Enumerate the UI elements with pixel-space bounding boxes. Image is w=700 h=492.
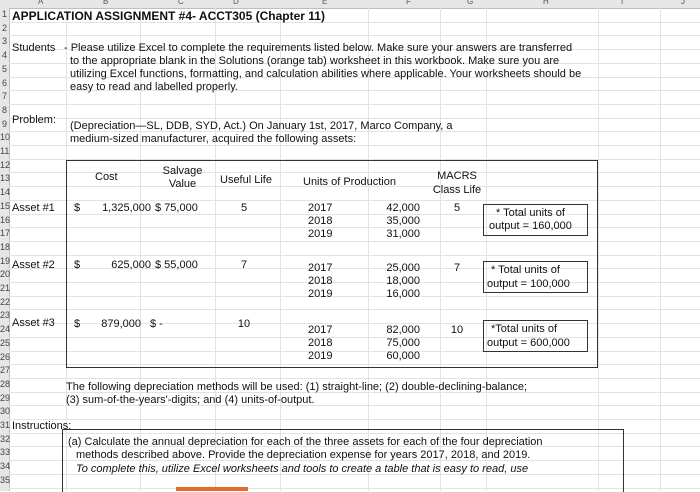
students-line-1: - Please utilize Excel to complete the requirements listed below. Make sure your answers are transferred xyxy=(64,42,573,54)
asset-units-2: 35,000 xyxy=(386,215,420,227)
asset-units-3: 16,000 xyxy=(386,288,420,300)
row-number[interactable]: 31 xyxy=(0,420,11,430)
row-number[interactable]: 27 xyxy=(0,365,11,376)
row-number[interactable]: 25 xyxy=(0,337,11,348)
asset-year-1: 2017 xyxy=(308,202,333,214)
students-line-3: utilizing Excel functions, formatting, and calculation abilities where applicable. Your worksheets should be xyxy=(70,68,582,80)
row-number[interactable]: 32 xyxy=(0,433,11,444)
asset-units-3: 31,000 xyxy=(386,228,420,240)
asset-year-1: 2017 xyxy=(308,324,333,336)
grid-row-line xyxy=(9,378,700,379)
row-number[interactable]: 23 xyxy=(0,310,11,321)
row-number[interactable]: 19 xyxy=(0,255,11,266)
students-line-4: easy to read and labelled properly. xyxy=(70,81,238,93)
row-number[interactable]: 8 xyxy=(1,104,7,115)
asset-macrs: 5 xyxy=(453,202,461,214)
instructions-line-3: To complete this, utilize Excel worksheets and tools to create a table that is easy to read, use xyxy=(76,463,529,475)
asset-note-line-2: output = 160,000 xyxy=(489,220,572,232)
assignment-title: APPLICATION ASSIGNMENT #4- ACCT305 (Chapter 11) xyxy=(12,9,325,23)
row-number[interactable]: 35 xyxy=(0,474,11,485)
row-number[interactable]: 7 xyxy=(1,91,7,102)
row-number[interactable]: 33 xyxy=(0,447,11,458)
students-line-2: to the appropriate blank in the Solutions (orange tab) worksheet in this workbook. Make sure you are xyxy=(70,55,560,67)
col-header-b[interactable]: B xyxy=(103,0,109,6)
grid-row-line xyxy=(9,35,700,36)
asset-label: Asset #1 xyxy=(12,202,55,214)
problem-label: Problem: xyxy=(12,114,57,126)
header-macrs-1: MACRS xyxy=(437,170,477,182)
col-header-a[interactable]: A xyxy=(38,0,44,6)
asset-year-1: 2017 xyxy=(308,262,333,274)
methods-line-1: The following depreciation methods will be used: (1) straight-line; (2) double-declining-balance; xyxy=(66,381,528,393)
cost-dollar: $ xyxy=(74,202,81,214)
column-header-bar xyxy=(0,0,700,9)
row-number[interactable]: 34 xyxy=(0,461,11,472)
asset-units-1: 25,000 xyxy=(386,262,420,274)
row-number[interactable]: 22 xyxy=(0,296,11,307)
header-salvage-2: Value xyxy=(168,178,197,190)
asset-macrs: 7 xyxy=(453,262,461,274)
asset-year-2: 2018 xyxy=(308,215,333,227)
methods-line-2: (3) sum-of-the-years'-digits; and (4) units-of-output. xyxy=(66,394,315,406)
students-label: Students xyxy=(12,42,56,54)
instructions-label: Instructions: xyxy=(12,420,72,432)
row-number[interactable]: 2 xyxy=(1,22,7,33)
header-cost: Cost xyxy=(95,171,118,183)
row-number[interactable]: 1 xyxy=(1,9,7,19)
header-macrs-2: Class Life xyxy=(432,184,482,196)
asset-units-3: 60,000 xyxy=(386,350,420,362)
instructions-line-2: methods described above. Provide the depreciation expense for years 2017, 2018, and 2019. xyxy=(76,449,531,461)
row-number[interactable]: 9 xyxy=(1,118,7,129)
problem-line-2: medium-sized manufacturer, acquired the following assets: xyxy=(70,133,357,145)
problem-line-1: (Depreciation—SL, DDB, SYD, Act.) On January 1st, 2017, Marco Company, a xyxy=(70,120,453,132)
asset-label: Asset #2 xyxy=(12,259,55,271)
row-number[interactable]: 30 xyxy=(0,406,11,417)
col-header-j[interactable]: J xyxy=(681,0,685,6)
asset-units-2: 75,000 xyxy=(386,337,420,349)
asset-note-line-1: * Total units of xyxy=(496,207,565,219)
header-salvage-1: Salvage xyxy=(162,165,203,177)
row-number[interactable]: 14 xyxy=(0,187,11,198)
col-header-g[interactable]: G xyxy=(467,0,474,6)
grid-row-line xyxy=(9,419,700,420)
col-header-i[interactable]: I xyxy=(621,0,624,6)
asset-cost: 879,000 xyxy=(101,318,141,330)
orange-highlight xyxy=(176,487,248,491)
row-number[interactable]: 29 xyxy=(0,392,11,403)
col-header-c[interactable]: C xyxy=(178,0,184,6)
col-header-d[interactable]: D xyxy=(233,0,239,6)
row-number[interactable]: 21 xyxy=(0,283,11,293)
asset-note-line-2: output = 600,000 xyxy=(487,337,570,349)
row-number[interactable]: 6 xyxy=(1,77,7,88)
row-number[interactable]: 28 xyxy=(0,378,11,389)
asset-year-3: 2019 xyxy=(308,350,333,362)
row-number[interactable]: 10 xyxy=(0,132,11,143)
grid-row-line xyxy=(9,118,700,119)
asset-units-1: 82,000 xyxy=(386,324,420,336)
asset-units-2: 18,000 xyxy=(386,275,420,287)
asset-label: Asset #3 xyxy=(12,317,55,329)
header-useful-life: Useful Life xyxy=(220,174,272,186)
asset-year-2: 2018 xyxy=(308,275,333,287)
col-header-f[interactable]: F xyxy=(406,0,411,6)
cost-dollar: $ xyxy=(74,318,81,330)
asset-salvage: $ 75,000 xyxy=(155,202,198,214)
row-number[interactable]: 5 xyxy=(1,63,7,74)
asset-cost: 625,000 xyxy=(111,259,151,271)
asset-macrs: 10 xyxy=(450,324,464,336)
col-header-h[interactable]: H xyxy=(543,0,549,6)
instructions-line-1: (a) Calculate the annual depreciation for each of the three assets for each of the four depreciation xyxy=(68,436,543,448)
asset-year-2: 2018 xyxy=(308,337,333,349)
row-number[interactable]: 4 xyxy=(1,50,7,61)
row-number[interactable]: 16 xyxy=(0,214,11,225)
asset-year-3: 2019 xyxy=(308,228,333,240)
row-number[interactable]: 13 xyxy=(0,173,11,184)
row-number[interactable]: 3 xyxy=(1,36,7,47)
row-number[interactable]: 24 xyxy=(0,324,11,335)
asset-salvage: $ 55,000 xyxy=(155,259,198,271)
asset-note-line-2: output = 100,000 xyxy=(487,278,570,290)
asset-note-line-1: *Total units of xyxy=(491,323,558,335)
asset-year-3: 2019 xyxy=(308,288,333,300)
row-number[interactable]: 18 xyxy=(0,241,11,252)
cost-dollar: $ xyxy=(74,259,81,271)
col-header-e[interactable]: E xyxy=(322,0,328,6)
asset-salvage: $ - xyxy=(150,318,163,330)
asset-useful-life: 7 xyxy=(240,259,248,271)
row-number[interactable]: 17 xyxy=(0,228,11,239)
asset-useful-life: 5 xyxy=(240,202,248,214)
grid-row-line xyxy=(9,104,700,105)
asset-useful-life: 10 xyxy=(237,318,251,330)
row-number[interactable]: 12 xyxy=(0,159,11,170)
row-number[interactable]: 20 xyxy=(0,269,11,280)
row-number[interactable]: 15 xyxy=(0,200,11,211)
row-number[interactable]: 11 xyxy=(0,146,10,156)
header-units-of-production: Units of Production xyxy=(303,176,396,188)
asset-units-1: 42,000 xyxy=(386,202,420,214)
asset-cost: 1,325,000 xyxy=(102,202,151,214)
asset-note-line-1: * Total units of xyxy=(491,264,560,276)
row-number[interactable]: 26 xyxy=(0,351,11,362)
